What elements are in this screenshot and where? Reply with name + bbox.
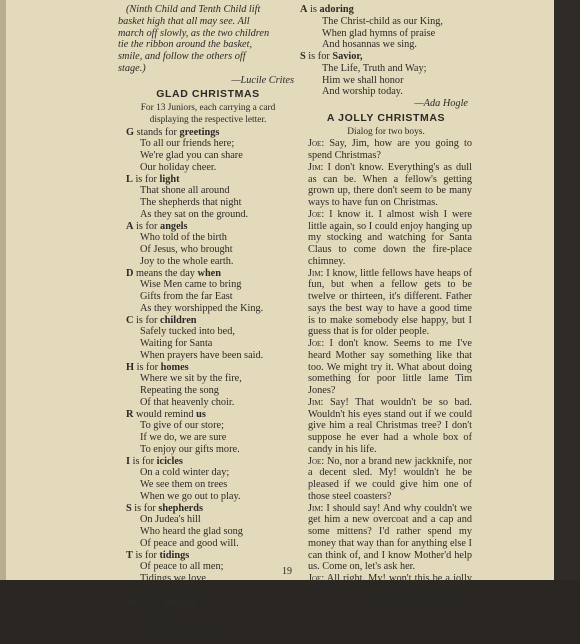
dialog-subtitle: Dialog for two boys. xyxy=(347,126,425,137)
stanza-line: The Life, Truth and Way; xyxy=(322,62,427,74)
stanza-line: That shone all around xyxy=(140,185,230,197)
stanza-head: I is for icicles xyxy=(126,455,183,467)
stanza-line: The Christ-child as our King, xyxy=(322,15,443,27)
dialog-text: I should say! And why couldn't we get him a new overcoat and a cap and some mittens? I'd rather spend my money that way than for anything else I can think of, and I know Mother'd help us. Come on, let's ask her. xyxy=(308,502,472,573)
dialog-line xyxy=(300,397,472,456)
stanza-line: Tidings we love xyxy=(140,573,206,584)
dialog-speaker: Joe: xyxy=(308,138,325,150)
poem-stanzas-continued xyxy=(300,4,472,98)
dialog-speaker: Joe: xyxy=(308,455,325,467)
dialog-text: I know it. I almost wish I were little again, so I could enjoy hanging up my stocking and watching for Santa Claus to come down the fire-place chimney. xyxy=(308,208,472,267)
stanza-head: R would remind us xyxy=(126,408,206,420)
dialog-line xyxy=(300,456,472,503)
intro-author: —Lucile Crites xyxy=(231,74,294,86)
stanza-head: M is the manger xyxy=(126,596,197,608)
poem-title: GLAD CHRISTMAS xyxy=(156,88,260,101)
stanza-line: To all our friends here; xyxy=(140,138,235,150)
stanza-head: T is for tidings xyxy=(126,549,190,561)
stanza-head: G stands for greetings xyxy=(126,126,220,138)
stanza-line: Gifts from the far East xyxy=(140,291,233,302)
stanza-line: We're glad you can share xyxy=(140,150,243,161)
stanza-line: In which Jesus lay xyxy=(140,608,216,620)
page-number: 19 xyxy=(282,566,292,577)
page-edge-left xyxy=(0,0,6,580)
dialog-line xyxy=(300,209,472,268)
dialog-text: Say, Jim, how are you going to spend Christmas? xyxy=(308,138,473,161)
dialog-speaker: Jim: xyxy=(308,267,324,279)
dialog-text: I know, little fellows have heaps of fun, but when a fellow gets to be twelve or thirteen, it's different. Father says the best way to have a good time is to make somebody else happy, but I guess that is for older people. xyxy=(308,267,473,338)
dialog-text: I don't know. Everything's as dull as can be. When a fellow's getting grown up, there don't seem to be many ways to have fun on Christmas. xyxy=(308,161,472,208)
dialog-text: All right. My! won't this be a jolly Christmas? xyxy=(308,573,472,596)
stanza-line: Their tribute to pay. xyxy=(140,631,222,643)
stanza-line: Our holiday cheer. xyxy=(140,161,217,173)
stanza-line: Repeating the song xyxy=(140,385,219,396)
stanza-line: Of Jesus, who brought xyxy=(140,244,233,255)
dialog-text: Say! That wouldn't be so bad. Wouldn't his eyes stand out if we could give him a real Christmas tree? I don't suppose he ever had a whole box of candy in his life. xyxy=(308,396,472,455)
stanza-line: When prayers have been said. xyxy=(140,349,264,361)
stanza-head: S is for shepherds xyxy=(126,502,203,514)
stanza-line: As they worshipped the King. xyxy=(140,302,264,314)
stanza-line: When glad hymns of praise xyxy=(322,27,436,39)
stanza-line: When kind shepherds came xyxy=(140,620,254,631)
stanza-line: On a cold winter day; xyxy=(140,467,230,479)
stanza-line: Waiting for Santa xyxy=(140,338,213,349)
stanza-line: Him we shall honor xyxy=(322,74,404,86)
dialog-title: A JOLLY CHRISTMAS xyxy=(326,111,446,124)
dialog-speaker: Jim: xyxy=(308,502,324,514)
stanza-line: Who heard the glad song xyxy=(140,526,243,537)
stanza-line: If we do, we are sure xyxy=(140,432,227,443)
dialog-speaker: Joe: xyxy=(308,338,325,349)
stanza-line: When we go out to play. xyxy=(140,490,241,502)
stanza-line: As they sat on the ground. xyxy=(140,208,249,220)
stanza-line: And hosannas we sing. xyxy=(322,39,417,51)
dialog-line xyxy=(300,338,472,397)
stanza-head: S is for Savior, xyxy=(300,51,363,62)
dialog-line xyxy=(300,503,472,574)
stanza-line: To enjoy our gifts more. xyxy=(140,443,240,455)
stanza-line: Where we sit by the fire, xyxy=(140,373,242,385)
stanza-head: H is for homes xyxy=(126,361,189,373)
intro-stage-direction: (Ninth Child and Tenth Child lift basket high that all may see. All march off slowly, as the two children tie the ribbon around the basket, smile, and follow the others off stage.) xyxy=(118,4,270,74)
poem-author: —Ada Hogle xyxy=(414,98,468,109)
stanza-line: To give of our store; xyxy=(140,420,224,432)
stanza-head: C is for children xyxy=(126,314,197,326)
stanza-line: To hear over again. xyxy=(140,584,220,596)
right-column xyxy=(300,4,472,608)
stanza-line: We see them on trees xyxy=(140,479,228,490)
dialog-speaker: Jim: xyxy=(308,161,324,173)
dialog-line xyxy=(300,268,472,339)
dialog-line xyxy=(300,138,472,162)
poem-subtitle: For 13 Juniors, each carrying a card displaying the respective letter. xyxy=(140,103,276,125)
dialog-body xyxy=(300,138,472,596)
poem-stanzas xyxy=(118,127,298,644)
stanza-line: Of peace and good will. xyxy=(140,537,239,549)
stanza-head: D means the day when xyxy=(126,267,221,279)
stanza-line: Safely tucked into bed, xyxy=(140,326,235,338)
stanza-line: Who told of the birth xyxy=(140,232,227,244)
stanza-line: Joy to the whole earth. xyxy=(140,255,234,267)
dialog-speaker: Joe: xyxy=(308,573,325,584)
stanza-line: And worship today. xyxy=(322,86,403,98)
dialog-speaker: Jim: xyxy=(308,396,324,408)
dialog-line xyxy=(300,162,472,209)
stanza-line: Wise Men came to bring xyxy=(140,279,242,291)
stanza-line: The shepherds that night xyxy=(140,197,242,208)
dialog-speaker: Joe: xyxy=(308,208,325,220)
stanza-line: Of that heavenly choir. xyxy=(140,396,235,408)
stanza-line: On Judea's hill xyxy=(140,514,201,526)
dialog-text: I don't know. Seems to me I've heard Mother say something like that too. We might try it. What about doing something for poor little lame Tim Jones? xyxy=(308,338,472,396)
stanza-line: Of peace to all men; xyxy=(140,561,224,573)
dialog-text: No, nor a brand new jackknife, nor a decent sled. My! wouldn't he be pleased if we could give him one of those steel coasters? xyxy=(308,455,472,502)
page-edge-shadow xyxy=(554,0,580,580)
dialog-author: —Belle Case Harrington xyxy=(365,596,468,608)
dialog-line xyxy=(300,573,472,597)
left-column xyxy=(118,4,298,644)
stanza-head: A is for angels xyxy=(126,220,188,232)
stanza-head: L is for light xyxy=(126,173,180,185)
stanza-head: A is adoring xyxy=(300,4,354,15)
